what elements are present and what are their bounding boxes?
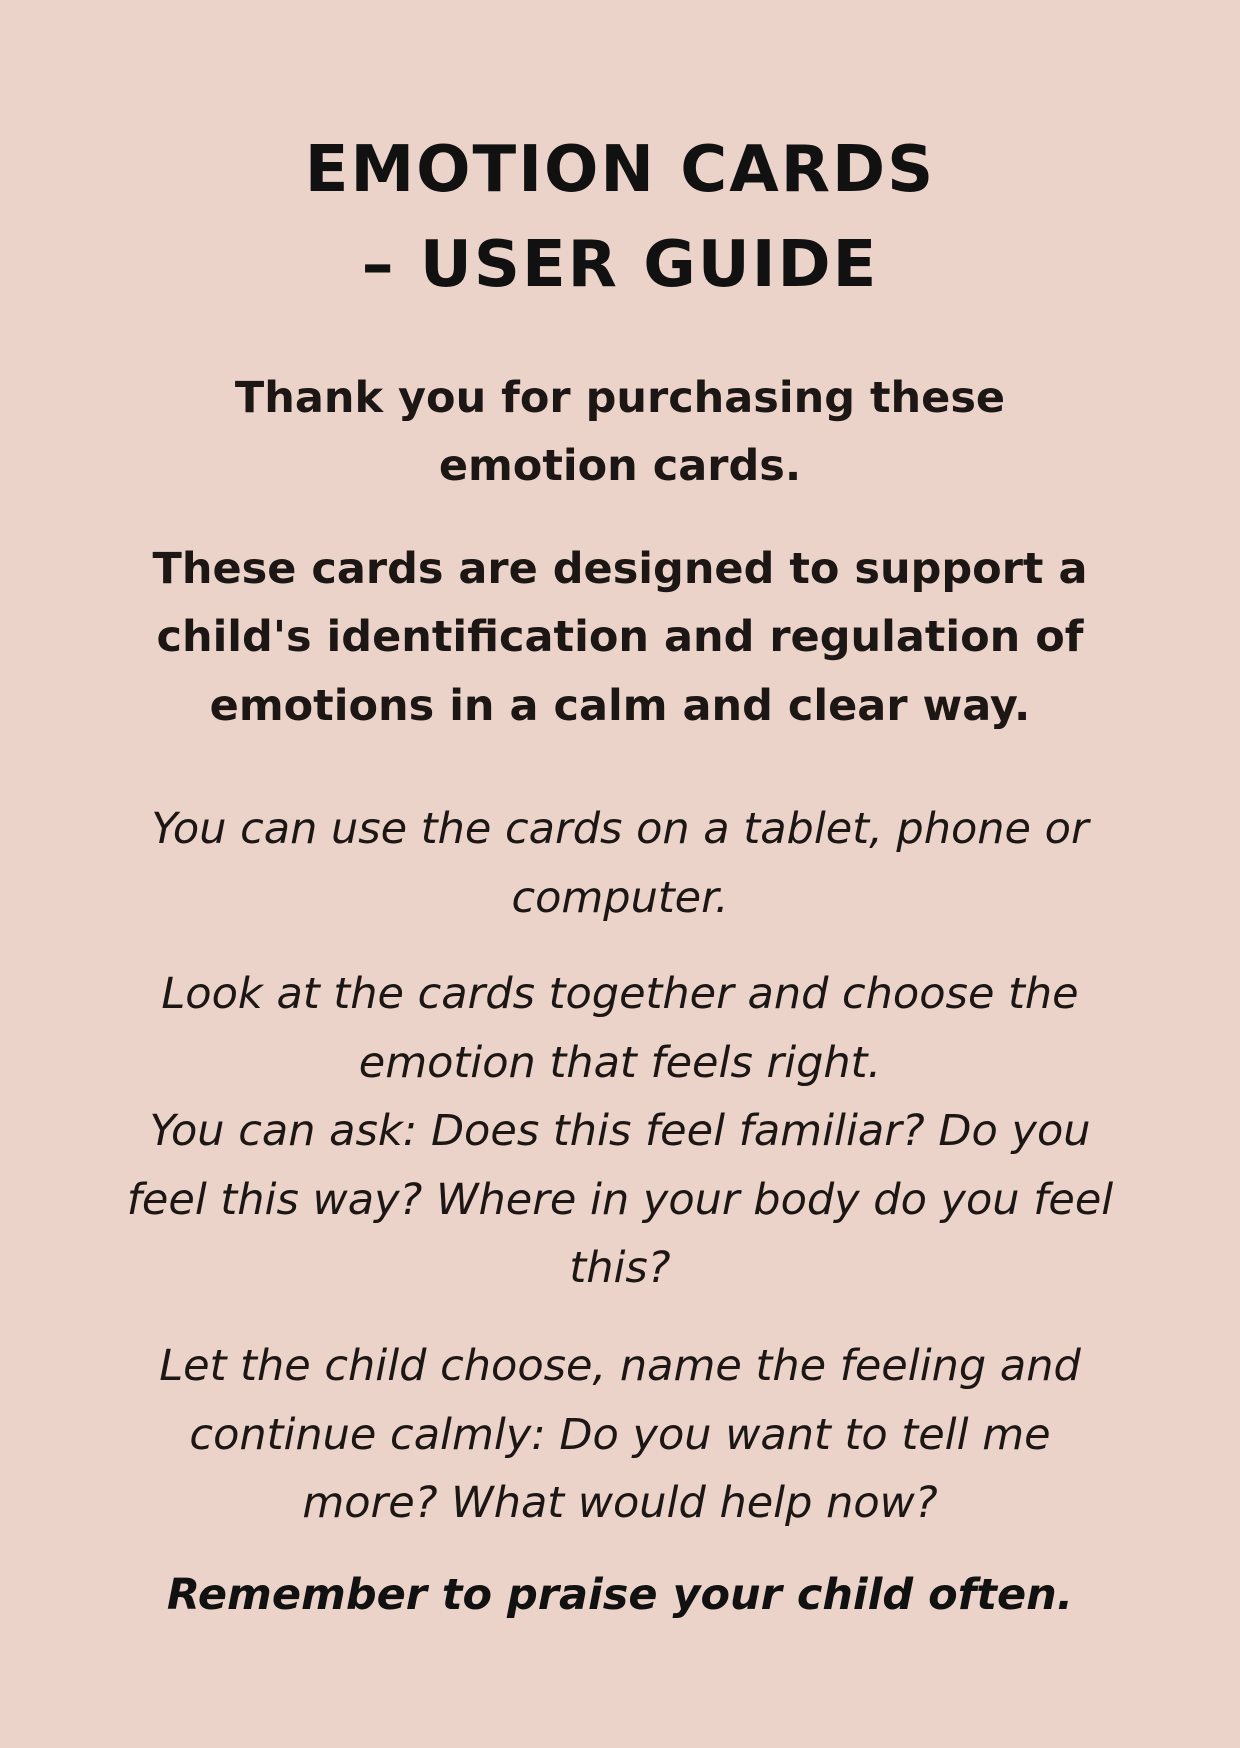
look-together-line-4: feel this way? Where in your body do you feel — [126, 1175, 1114, 1225]
let-choose-line-1: Let the child choose, name the feeling and — [159, 1341, 1081, 1391]
look-together-line-1: Look at the cards together and choose the — [161, 969, 1079, 1019]
thank-you-line-2: emotion cards. — [438, 441, 802, 491]
let-choose-line-3: more? What would help now? — [302, 1478, 938, 1528]
look-together-line-2: emotion that feels right. — [358, 1038, 882, 1088]
page-title-line-2: – USER GUIDE — [361, 228, 879, 302]
devices-line-1: You can use the cards on a tablet, phone or — [151, 804, 1089, 854]
page-title-line-1: EMOTION CARDS — [304, 133, 936, 207]
let-choose-line-2: continue calmly: Do you want to tell me — [189, 1410, 1051, 1460]
reminder-text: Remember to praise your child often. — [166, 1570, 1074, 1620]
devices-line-2: computer. — [511, 873, 729, 923]
purpose-line-1: These cards are designed to support a — [152, 544, 1088, 594]
look-together-line-3: You can ask: Does this feel familiar? Do you — [149, 1106, 1091, 1156]
look-together-line-5: this? — [569, 1243, 671, 1293]
purpose-line-2: child's identification and regulation of — [156, 612, 1084, 662]
purpose-line-3: emotions in a calm and clear way. — [209, 681, 1031, 731]
thank-you-line-1: Thank you for purchasing these — [234, 373, 1006, 423]
